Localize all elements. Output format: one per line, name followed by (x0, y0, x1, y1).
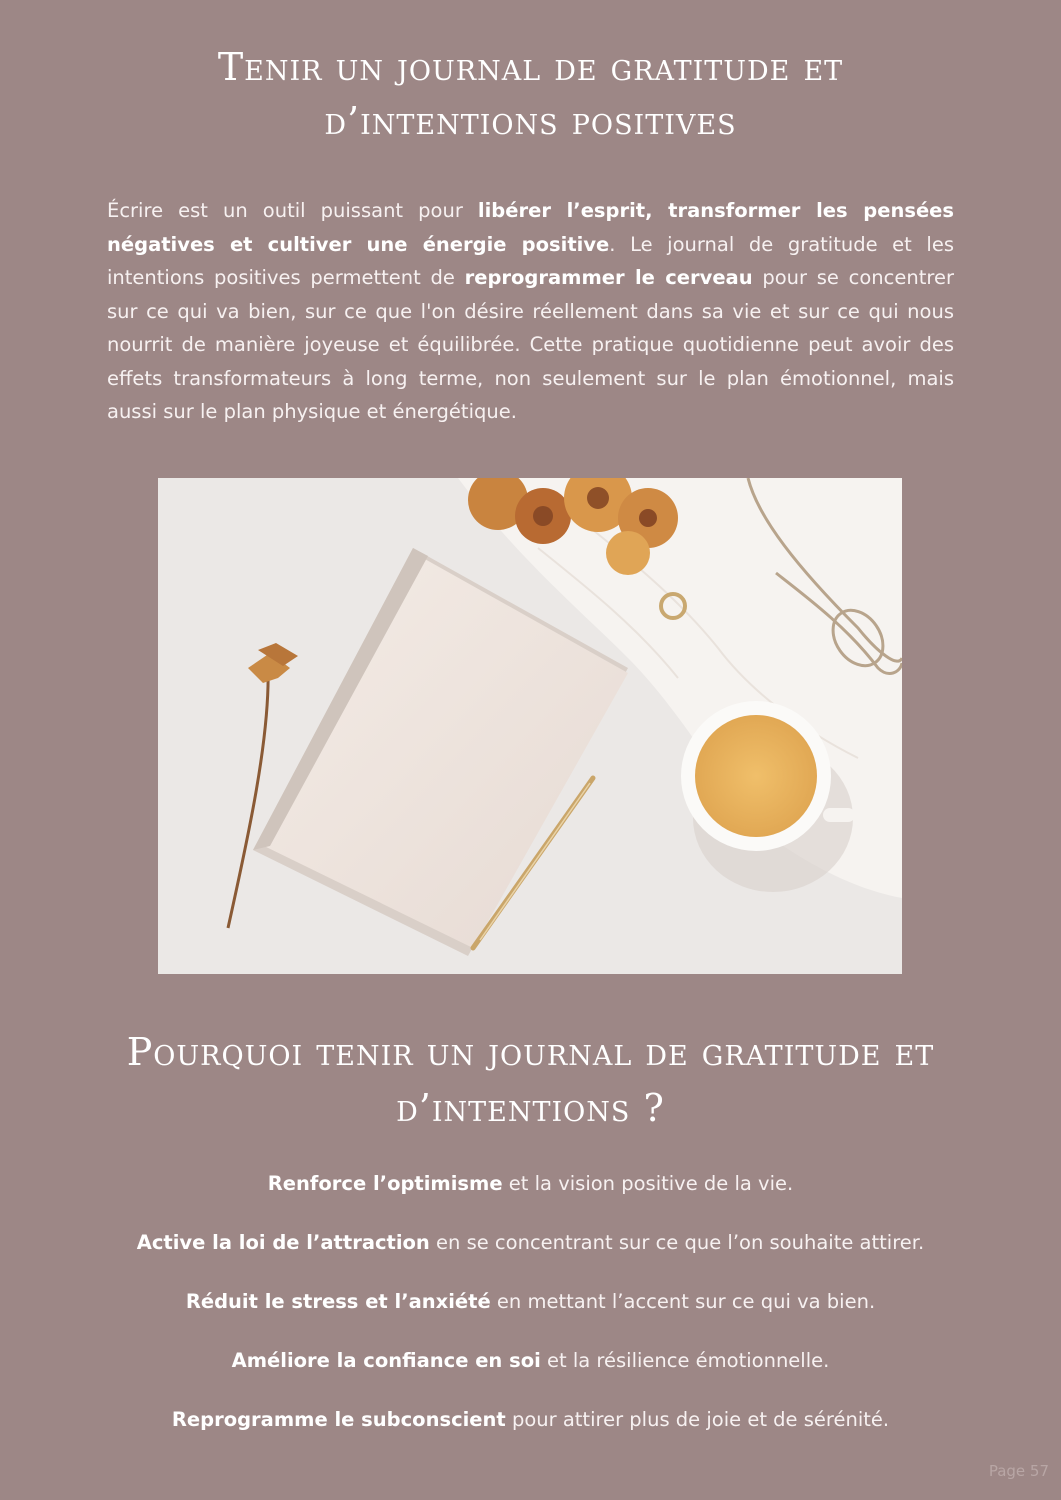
section-heading-line1: Pourquoi tenir un journal de gratitude et (126, 1030, 935, 1074)
intro-text-3: pour se concentrer sur ce qui va bien, sur ce que l'on désire réellement dans sa vie et sur ce qui nous nourrit de manière joyeuse et équilibrée. Cette pratique quotidienne peut avoir des effets transformateurs à long terme, non seulement sur le plan émotionnel, mais aussi sur le plan physique et énergétique. (107, 266, 954, 423)
intro-bold-1: libérer l’esprit, transformer les pensées négatives et cultiver une énergie positive (107, 199, 954, 256)
page-title-line2: d’intentions positives (324, 99, 737, 143)
benefit-item (0, 1402, 1061, 1461)
benefit-bold: Reprogramme le subconscient (171, 1408, 506, 1431)
page-number: Page 57 (988, 1462, 1049, 1480)
benefit-text: et la vision positive de la vie. (502, 1172, 794, 1195)
journal-photo (158, 478, 902, 974)
benefit-item (0, 1225, 1061, 1284)
benefit-bold: Réduit le stress et l’anxiété (185, 1290, 491, 1313)
benefit-bold: Renforce l’optimisme (267, 1172, 503, 1195)
benefit-text: en mettant l’accent sur ce qui va bien. (490, 1290, 876, 1313)
benefit-item (0, 1284, 1061, 1343)
benefit-text: pour attirer plus de joie et de sérénité. (505, 1408, 890, 1431)
intro-paragraph (107, 194, 954, 429)
benefits-list (0, 1166, 1061, 1461)
benefit-item (0, 1166, 1061, 1225)
page-title-line1: Tenir un journal de gratitude et (217, 45, 844, 89)
intro-bold-2: reprogrammer le cerveau (464, 266, 753, 289)
intro-text-1: Écrire est un outil puissant pour (107, 199, 478, 222)
section-heading-line2: d’intentions ? (396, 1086, 665, 1130)
page-title (0, 40, 1061, 148)
section-heading (0, 1024, 1061, 1136)
benefit-text: et la résilience émotionnelle. (540, 1349, 830, 1372)
benefit-item (0, 1343, 1061, 1402)
benefit-text: en se concentrant sur ce que l’on souhaite attirer. (429, 1231, 925, 1254)
benefit-bold: Améliore la confiance en soi (231, 1349, 541, 1372)
intro-text-2: . Le journal de gratitude et les intentions positives permettent de (107, 232, 954, 289)
benefit-bold: Active la loi de l’attraction (136, 1231, 430, 1254)
